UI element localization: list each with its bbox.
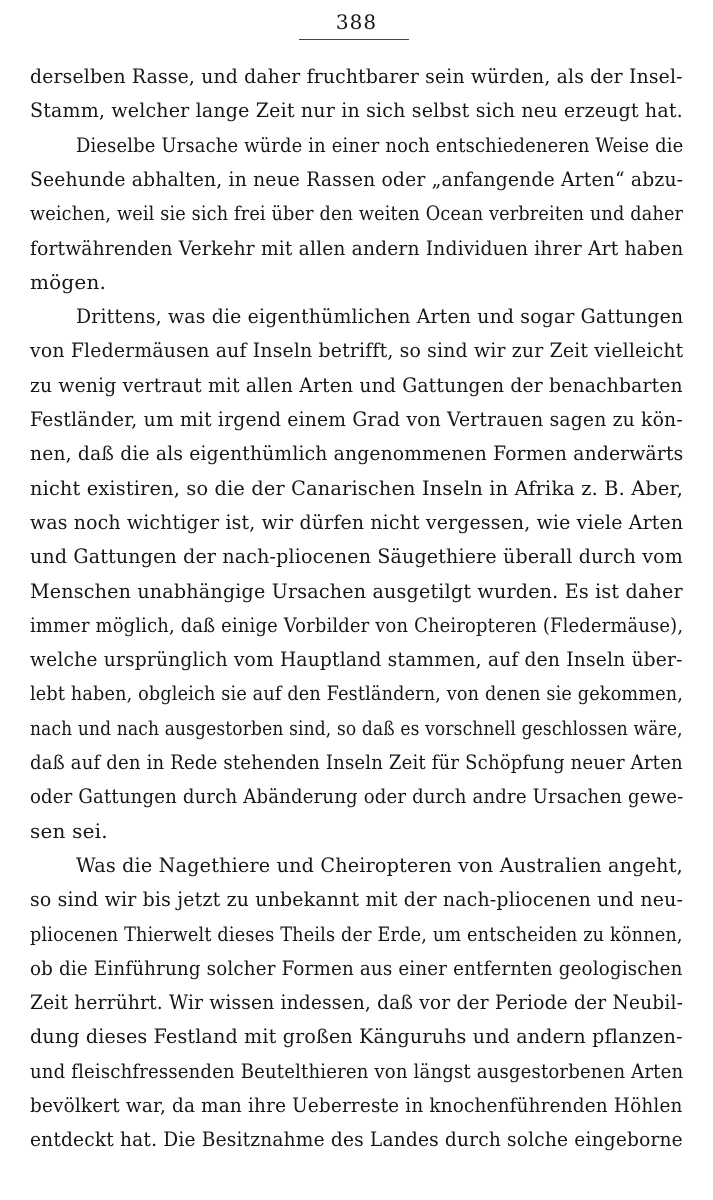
text-line: oder Gattungen durch Abänderung oder durch andre Ursachen gewe- xyxy=(30,784,684,809)
text-line: Dieselbe Ursache würde in einer noch entschiedeneren Weise die xyxy=(76,132,684,157)
text-line: und fleischfressenden Beutelthieren von längst ausgestorbenen Arten xyxy=(30,1058,684,1083)
text-line: Menschen unabhängige Ursachen ausgetilgt wurden. Es ist daher xyxy=(30,578,683,603)
text-line: dung dieses Festland mit großen Känguruhs und andern pflanzen- xyxy=(30,1024,683,1049)
header-rule xyxy=(299,39,409,40)
text-line: nen, daß die als eigenthümlich angenommenen Formen anderwärts xyxy=(30,441,684,466)
text-line: Zeit herrührt. Wir wissen indessen, daß vor der Periode der Neubil- xyxy=(30,990,684,1015)
text-line: sen sei. xyxy=(30,818,108,843)
text-line: zu wenig vertraut mit allen Arten und Gattungen der benachbarten xyxy=(30,372,683,397)
page-number: 388 xyxy=(335,10,378,34)
text-line: was noch wichtiger ist, wir dürfen nicht vergessen, wie viele Arten xyxy=(30,509,684,534)
text-line: daß auf den in Rede stehenden Inseln Zeit für Schöpfung neuer Arten xyxy=(30,750,683,774)
text-line: Stamm, welcher lange Zeit nur in sich selbst sich neu erzeugt hat. xyxy=(30,98,683,123)
text-line: nach und nach ausgestorben sind, so daß es vorschnell geschlossen wäre, xyxy=(30,715,683,740)
text-line: entdeckt hat. Die Besitznahme des Landes durch solche eingeborne xyxy=(30,1127,683,1152)
text-line: immer möglich, daß einige Vorbilder von Cheiropteren (Fledermäuse), xyxy=(30,612,684,637)
text-line: fortwährenden Verkehr mit allen andern Individuen ihrer Art haben xyxy=(30,235,684,260)
text-line: weichen, weil sie sich frei über den weiten Ocean verbreiten und daher xyxy=(30,201,684,226)
text-line: bevölkert war, da man ihre Ueberreste in knochenführenden Höhlen xyxy=(30,1093,683,1117)
text-line: Festländer, um mit irgend einem Grad von Vertrauen sagen zu kön- xyxy=(30,407,683,431)
text-line: Seehunde abhalten, in neue Rassen oder „anfangende Arten“ abzu- xyxy=(30,166,684,191)
text-line: derselben Rasse, und daher fruchtbarer sein würden, als der Insel- xyxy=(30,64,683,88)
text-line: nicht existiren, so die der Canarischen Inseln in Afrika z. B. Aber, xyxy=(30,475,684,500)
text-line: pliocenen Thierwelt dieses Theils der Erde, um entscheiden zu können, xyxy=(30,921,683,946)
text-line: von Fledermäusen auf Inseln betrifft, so sind wir zur Zeit vielleicht xyxy=(30,338,684,363)
text-line: Drittens, was die eigenthümlichen Arten und sogar Gattungen xyxy=(76,304,684,329)
text-line: welche ursprünglich vom Hauptland stammen, auf den Inseln über- xyxy=(30,647,683,672)
text-line: so sind wir bis jetzt zu unbekannt mit der nach-pliocenen und neu- xyxy=(30,887,684,912)
text-line: mögen. xyxy=(30,269,107,294)
text-line: ob die Einführung solcher Formen aus einer entfernten geologischen xyxy=(30,955,683,980)
text-line: und Gattungen der nach-pliocenen Säugethiere überall durch vom xyxy=(30,544,683,569)
text-line: Was die Nagethiere und Cheiropteren von Australien angeht, xyxy=(76,852,683,877)
text-line: lebt haben, obgleich sie auf den Festländern, von denen sie gekommen, xyxy=(30,681,684,706)
